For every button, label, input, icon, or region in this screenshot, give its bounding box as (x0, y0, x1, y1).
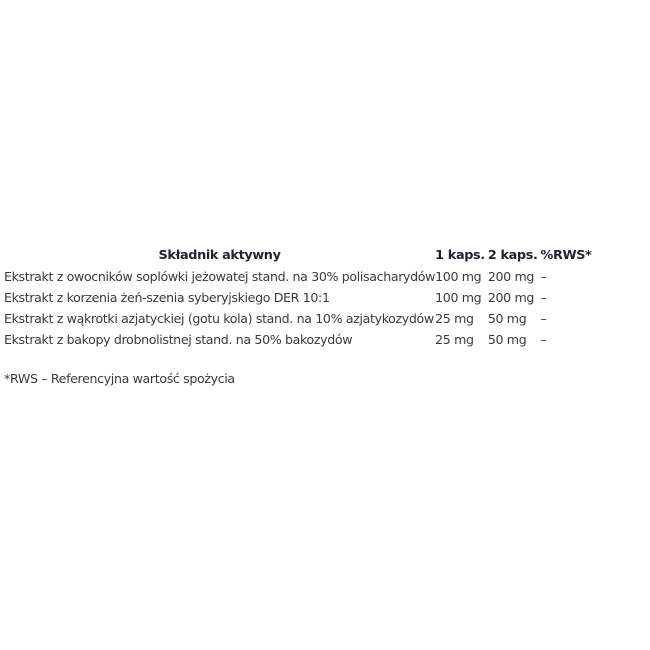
dose-two-capsules: 200 mg (487, 290, 535, 305)
rws-value: – (540, 332, 547, 347)
header-one-capsule: 1 kaps. (435, 248, 485, 263)
dose-two-capsules: 50 mg (487, 332, 527, 347)
rws-footnote: *RWS – Referencyjna wartość spożycia (4, 371, 235, 386)
rws-value: – (540, 290, 547, 305)
rws-value: – (540, 269, 547, 284)
ingredients-table-container (4, 245, 591, 350)
dose-two-capsules: 50 mg (487, 311, 527, 326)
table-row (4, 308, 591, 329)
header-rws: %RWS* (540, 248, 592, 263)
table-row (4, 266, 591, 287)
ingredients-table (4, 245, 591, 350)
rws-value: – (540, 311, 547, 326)
table-row (4, 329, 591, 350)
header-ingredient: Składnik aktywny (158, 248, 281, 263)
ingredient-name: Ekstrakt z bakopy drobnolistnej stand. na 50% bakozydów (4, 332, 353, 347)
table-row (4, 287, 591, 308)
ingredient-name: Ekstrakt z owocników soplówki jeżowatej stand. na 30% polisacharydów (4, 269, 436, 284)
dose-two-capsules: 200 mg (487, 269, 535, 284)
dose-one-capsule: 100 mg (435, 290, 482, 305)
ingredient-name: Ekstrakt z korzenia żeń-szenia syberyjskiego DER 10:1 (4, 290, 330, 305)
dose-one-capsule: 25 mg (435, 311, 474, 326)
ingredient-name: Ekstrakt z wąkrotki azjatyckiej (gotu kola) stand. na 10% azjatykozydów (4, 311, 434, 326)
header-two-capsules: 2 kaps. (487, 248, 538, 263)
table-header-row (4, 245, 591, 266)
dose-one-capsule: 100 mg (435, 269, 482, 284)
dose-one-capsule: 25 mg (435, 332, 474, 347)
